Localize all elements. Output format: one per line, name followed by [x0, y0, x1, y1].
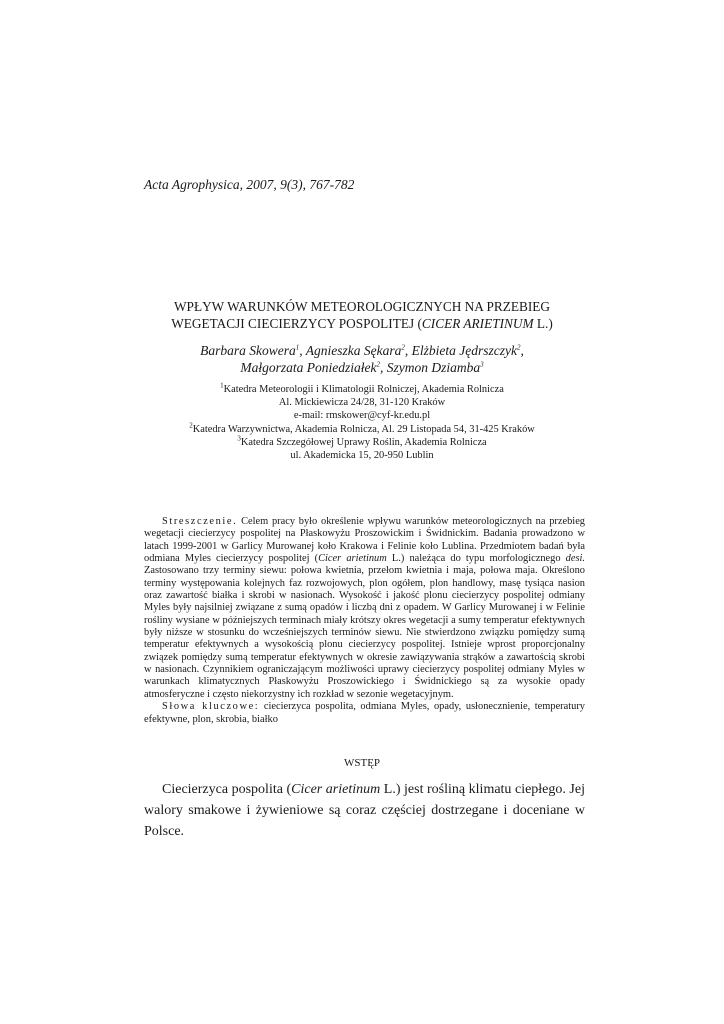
author-affiliation-mark: 1	[295, 343, 300, 352]
paper-title	[130, 298, 594, 332]
author-affiliation-mark: 2	[516, 343, 521, 352]
keywords-label: Słowa kluczowe:	[162, 701, 260, 713]
affiliation-1: $^1$Katedra Meteorologii i Klimatologii Rolniczej, Akademia Rolnicza	[220, 381, 504, 395]
title-species-name: CICER ARIETINUM	[421, 316, 534, 331]
author-affiliation-mark: 2	[376, 360, 380, 369]
intro-paragraph: Ciecierzyca pospolita (Cicer arietinum L.) jest rośliną klimatu ciepłego. Jej walory smakowe i żywieniowe są coraz częściej dostrzegane i doceniane w Polsce.	[144, 782, 585, 839]
author-line-2: Małgorzata Poniedziałek$^2$, Szymon Dziamba$^3$	[240, 360, 484, 375]
author-name: Małgorzata Poniedziałek	[240, 360, 377, 375]
title-line-1: WPŁYW WARUNKÓW METEOROLOGICZNYCH NA PRZEBIEG	[174, 299, 550, 314]
affiliation-3-address: ul. Akademicka 15, 20-950 Lublin	[290, 450, 434, 462]
author-name: Barbara Skowera	[200, 343, 296, 358]
author-name: Szymon Dziamba	[386, 360, 481, 375]
section-heading: WSTĘP	[343, 757, 381, 769]
author-name: Elżbieta Jędrszczyk	[411, 343, 517, 358]
abstract-paragraph: Streszczenie. Celem pracy było określenie wpływu warunków meteorologicznych na przebieg wegetacji ciecierzycy pospolitej na Płaskowyżu Proszowickim i Świdnickim. Badania prowadzono w latach 1999-2001 w Garlicy Murowanej koło Krakowa i Felinie koło Lublina. Przedmiotem badań była odmiana Myles ciecierzycy pospolitej (Cicer arietinum L.) należąca do typu morfologicznego desi. Zastosowano trzy terminy siewu: połowa kwietnia, przełom kwietnia i maja, połowa maja. Określono terminy występowania kolejnych faz rozwojowych, plon ogółem, plon handlowy, masę tysiąca nasion oraz zawartość białka i skrobi w nasionach. Wysokość i jakość plonu ciecierzycy pospolitej odmiany Myles były najsilniej związane z sumą opadów i liczbą dni z opadem. W Garlicy Murowanej i w Felinie rośliny wysiane w późniejszych terminach miały krótszy okres wegetacji a sumy temperatur efektywnych były niższe w stosunku do wcześniejszych terminów siewu. Nie stwierdzono związku pomiędzy sumą temperatur efektywnych a wysokością plonu ciecierzycy pospolitej. Istnieje wprost proporcjonalny związek pomiędzy sumą temperatur efektywnych w okresie zawiązywania strąków a zawartością skrobi w nasionach. Czynnikiem ograniczającym możliwości uprawy ciecierzycy pospolitej odmiany Myles w warunkach klimatycznych Płaskowyżu Proszowickiego i Świdnickiego są za wysokie opady atmosferyczne i często niekorzystny ich rozkład w sezonie wegetacyjnym.	[144, 516, 586, 700]
keywords-paragraph	[144, 701, 585, 726]
affiliation-2: $^2$Katedra Warzywnictwa, Akademia Rolnicza, Al. 29 Listopada 54, 31-425 Kraków	[189, 421, 535, 435]
abstract-label: Streszczenie.	[162, 516, 238, 527]
journal-reference: Acta Agrophysica, 2007, 9(3), 767-782	[144, 177, 355, 192]
abstract	[144, 516, 585, 726]
affiliation-3: $^3$Katedra Szczegółowej Uprawy Roślin, Akademia Rolnicza	[237, 434, 487, 448]
affiliation-1-address: Al. Mickiewicza 24/28, 31-120 Kraków	[278, 397, 446, 409]
keywords-list: ciecierzyca pospolita, odmiana Myles, opady, usłonecznienie, temperatury efektywne, plon, skrobia, białko	[144, 701, 585, 725]
affiliations	[130, 383, 594, 462]
author-affiliation-mark: 3	[480, 360, 484, 369]
author-name: Agnieszka Sękara	[305, 343, 402, 358]
author-list	[130, 342, 594, 376]
title-line-2: WEGETACJI CIECIERZYCY POSPOLITEJ (CICER ARIETINUM L.)	[171, 316, 553, 331]
contact-email: e-mail: rmskower@cyf-kr.edu.pl	[293, 410, 431, 422]
author-affiliation-mark: 2	[401, 343, 405, 352]
introduction-text	[144, 779, 585, 842]
author-line-1: Barbara Skowera$^1$, Agnieszka Sękara$^2$, Elżbieta Jędrszczyk$^2$,	[200, 343, 524, 358]
